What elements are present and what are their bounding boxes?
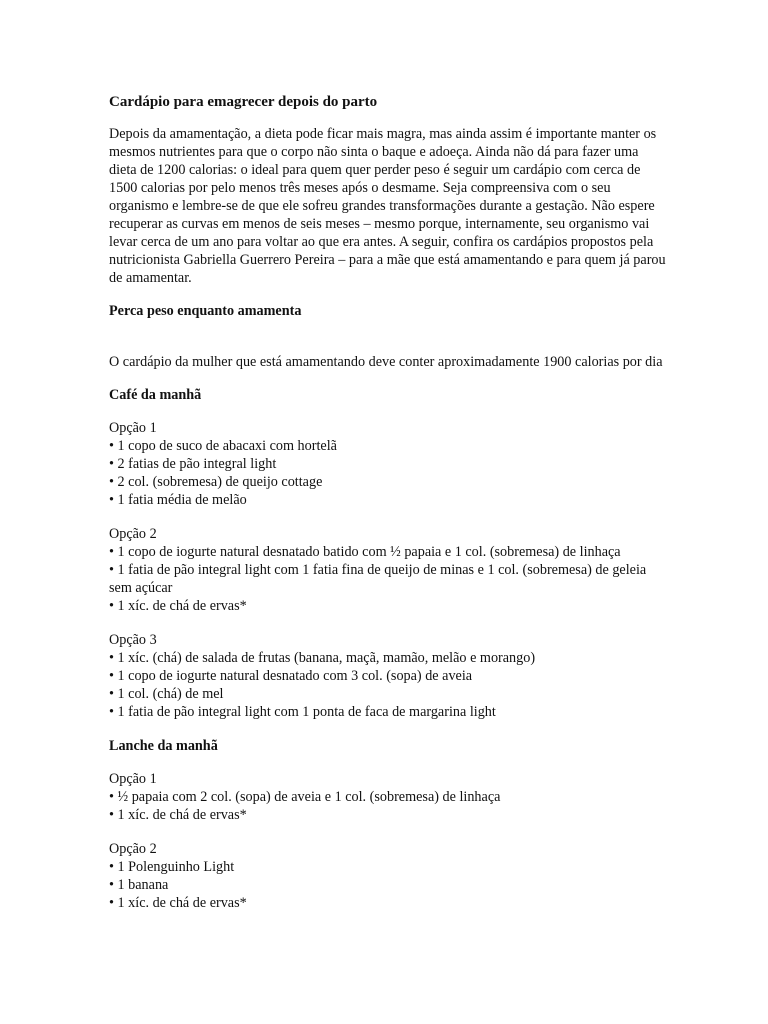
option-title: Opção 1: [109, 420, 157, 436]
list-item: • 1 xíc. de chá de ervas*: [109, 806, 669, 824]
document-page: [109, 93, 669, 928]
lanche-option-2: [109, 840, 669, 912]
list-item: • 1 fatia média de melão: [109, 491, 669, 509]
option-title: Opção 2: [109, 841, 157, 857]
list-item: • 1 xíc. de chá de ervas*: [109, 597, 669, 615]
list-item: • 1 banana: [109, 876, 669, 894]
section-intro: O cardápio da mulher que está amamentando deve conter aproximadamente 1900 calorias por dia: [109, 354, 663, 370]
cafe-option-3: [109, 631, 669, 721]
option-title: Opção 2: [109, 526, 157, 542]
option-title: Opção 3: [109, 632, 157, 648]
section-heading: Perca peso enquanto amamenta: [109, 303, 302, 319]
intro-paragraph: Depois da amamentação, a dieta pode ficar mais magra, mas ainda assim é importante manter os mesmos nutrientes para que o corpo não sinta o baque e adoeça. Ainda não dá para fazer uma dieta de 1200 calorias: o ideal para quem quer perder peso é seguir um cardápio com cerca de 1500 calorias por pelo menos três meses após o desmame. Seja compreensiva com o seu organismo e lembre-se de que ele sofreu grandes transformações durante a gestação. Não espere recuperar as curvas em menos de seis meses – mesmo porque, internamente, seu organismo vai levar cerca de um ano para voltar ao que era antes. A seguir, confira os cardápios propostos pela nutricionista Gabriella Guerrero Pereira – para a mãe que está amamentando e para quem já parou de amamentar.: [109, 126, 666, 286]
list-item: • 2 fatias de pão integral light: [109, 455, 669, 473]
list-item: • 1 copo de iogurte natural desnatado batido com ½ papaia e 1 col. (sobremesa) de linhaça: [109, 543, 669, 561]
list-item: • 1 fatia de pão integral light com 1 fatia fina de queijo de minas e 1 col. (sobremesa) de geleia sem açúcar: [109, 561, 669, 597]
option-title: Opção 1: [109, 771, 157, 787]
document-title: Cardápio para emagrecer depois do parto: [109, 94, 378, 110]
list-item: • 1 xíc. (chá) de salada de frutas (banana, maçã, mamão, melão e morango): [109, 649, 669, 667]
list-item: • 1 col. (chá) de mel: [109, 685, 669, 703]
list-item: • 1 xíc. de chá de ervas*: [109, 894, 669, 912]
lanche-heading: Lanche da manhã: [109, 738, 218, 754]
cafe-option-1: [109, 419, 669, 509]
list-item: • 1 copo de iogurte natural desnatado com 3 col. (sopa) de aveia: [109, 667, 669, 685]
list-item: • ½ papaia com 2 col. (sopa) de aveia e 1 col. (sobremesa) de linhaça: [109, 788, 669, 806]
list-item: • 1 copo de suco de abacaxi com hortelã: [109, 437, 669, 455]
list-item: • 1 fatia de pão integral light com 1 ponta de faca de margarina light: [109, 703, 669, 721]
list-item: • 2 col. (sobremesa) de queijo cottage: [109, 473, 669, 491]
lanche-option-1: [109, 770, 669, 824]
list-item: • 1 Polenguinho Light: [109, 858, 669, 876]
cafe-option-2: [109, 525, 669, 615]
cafe-heading: Café da manhã: [109, 387, 202, 403]
